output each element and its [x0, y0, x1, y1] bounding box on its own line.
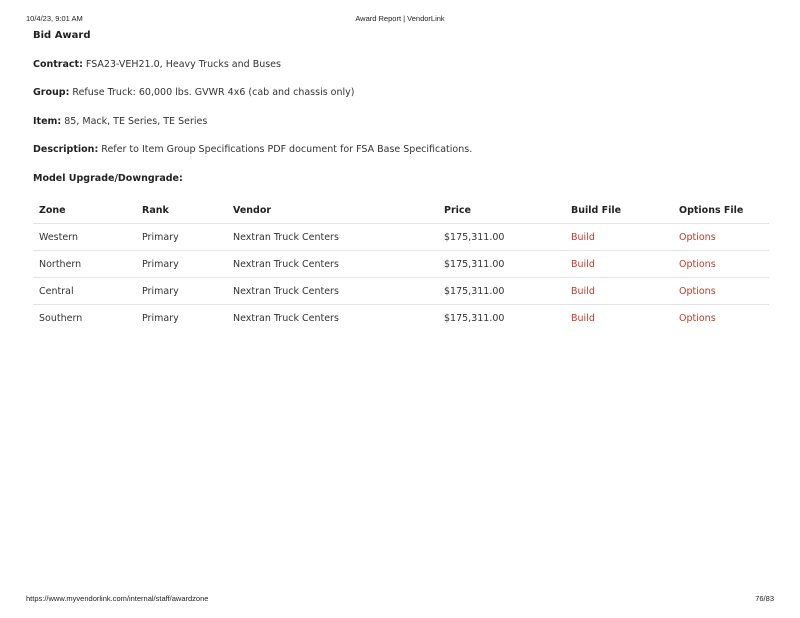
cell-rank: Primary	[142, 312, 179, 324]
print-page-title: Award Report | VendorLink	[355, 14, 445, 23]
cell-price: $175,311.00	[438, 278, 565, 305]
model-upgrade-label: Model Upgrade/Downgrade:	[33, 172, 183, 184]
table-row	[33, 251, 769, 278]
item-value: 85, Mack, TE Series, TE Series	[64, 115, 208, 127]
group-label: Group:	[33, 87, 70, 98]
contract-label: Contract:	[33, 58, 83, 70]
options-link[interactable]: Options	[679, 258, 716, 270]
cell-rank: Primary	[136, 278, 227, 305]
build-link[interactable]: Build	[571, 258, 595, 270]
page-number: 76/83	[755, 594, 774, 603]
cell-price: $175,311.00	[438, 251, 565, 278]
award-report	[33, 29, 769, 186]
cell-vendor: Nextran Truck Centers	[233, 312, 339, 324]
group-field	[33, 86, 769, 100]
table-header-row	[33, 197, 769, 224]
cell-price: $175,311.00	[438, 224, 565, 251]
item-field	[33, 115, 769, 129]
cell-build-file	[565, 305, 673, 332]
award-table	[33, 197, 769, 331]
cell-rank: Primary	[136, 251, 227, 278]
build-link[interactable]: Build	[571, 285, 595, 297]
cell-price: $175,311.00	[444, 312, 505, 324]
cell-build-file	[565, 278, 673, 305]
header-vendor: Vendor	[227, 197, 438, 224]
description-label: Description:	[33, 144, 99, 155]
header-options-file: Options File	[673, 197, 769, 224]
print-datetime: 10/4/23, 9:01 AM	[26, 14, 83, 23]
cell-options-file	[673, 305, 769, 332]
build-link[interactable]: Build	[571, 231, 595, 243]
page-url: https://www.myvendorlink.com/internal/staff/awardzone	[26, 594, 209, 603]
header-build-file: Build File	[565, 197, 673, 224]
cell-vendor: Nextran Truck Centers	[227, 278, 438, 305]
options-link[interactable]: Options	[679, 312, 716, 324]
print-footer	[26, 594, 774, 606]
print-header	[26, 14, 774, 26]
header-zone: Zone	[33, 197, 136, 224]
contract-field	[33, 58, 769, 72]
build-link[interactable]: Build	[571, 312, 595, 324]
contract-value: FSA23-VEH21.0, Heavy Trucks and Buses	[85, 58, 281, 70]
cell-options-file	[673, 224, 769, 251]
header-rank: Rank	[136, 197, 227, 224]
table-row	[33, 278, 769, 305]
cell-options-file	[673, 278, 769, 305]
table-row	[33, 224, 769, 251]
group-value: Refuse Truck: 60,000 lbs. GVWR 4x6 (cab and chassis only)	[72, 87, 355, 98]
cell-options-file	[673, 251, 769, 278]
cell-build-file	[565, 224, 673, 251]
options-link[interactable]: Options	[679, 231, 716, 243]
cell-vendor: Nextran Truck Centers	[227, 224, 438, 251]
cell-zone: Northern	[33, 251, 136, 278]
cell-build-file	[565, 251, 673, 278]
cell-rank: Primary	[136, 224, 227, 251]
cell-zone: Western	[33, 224, 136, 251]
description-field	[33, 143, 769, 157]
options-link[interactable]: Options	[679, 285, 716, 297]
report-heading: Bid Award	[33, 30, 91, 41]
table-row	[33, 305, 769, 332]
header-price: Price	[438, 197, 565, 224]
cell-vendor: Nextran Truck Centers	[227, 251, 438, 278]
cell-zone: Central	[33, 278, 136, 305]
description-value: Refer to Item Group Specifications PDF document for FSA Base Specifications.	[101, 144, 473, 155]
item-label: Item:	[33, 115, 62, 127]
cell-zone: Southern	[39, 312, 83, 324]
